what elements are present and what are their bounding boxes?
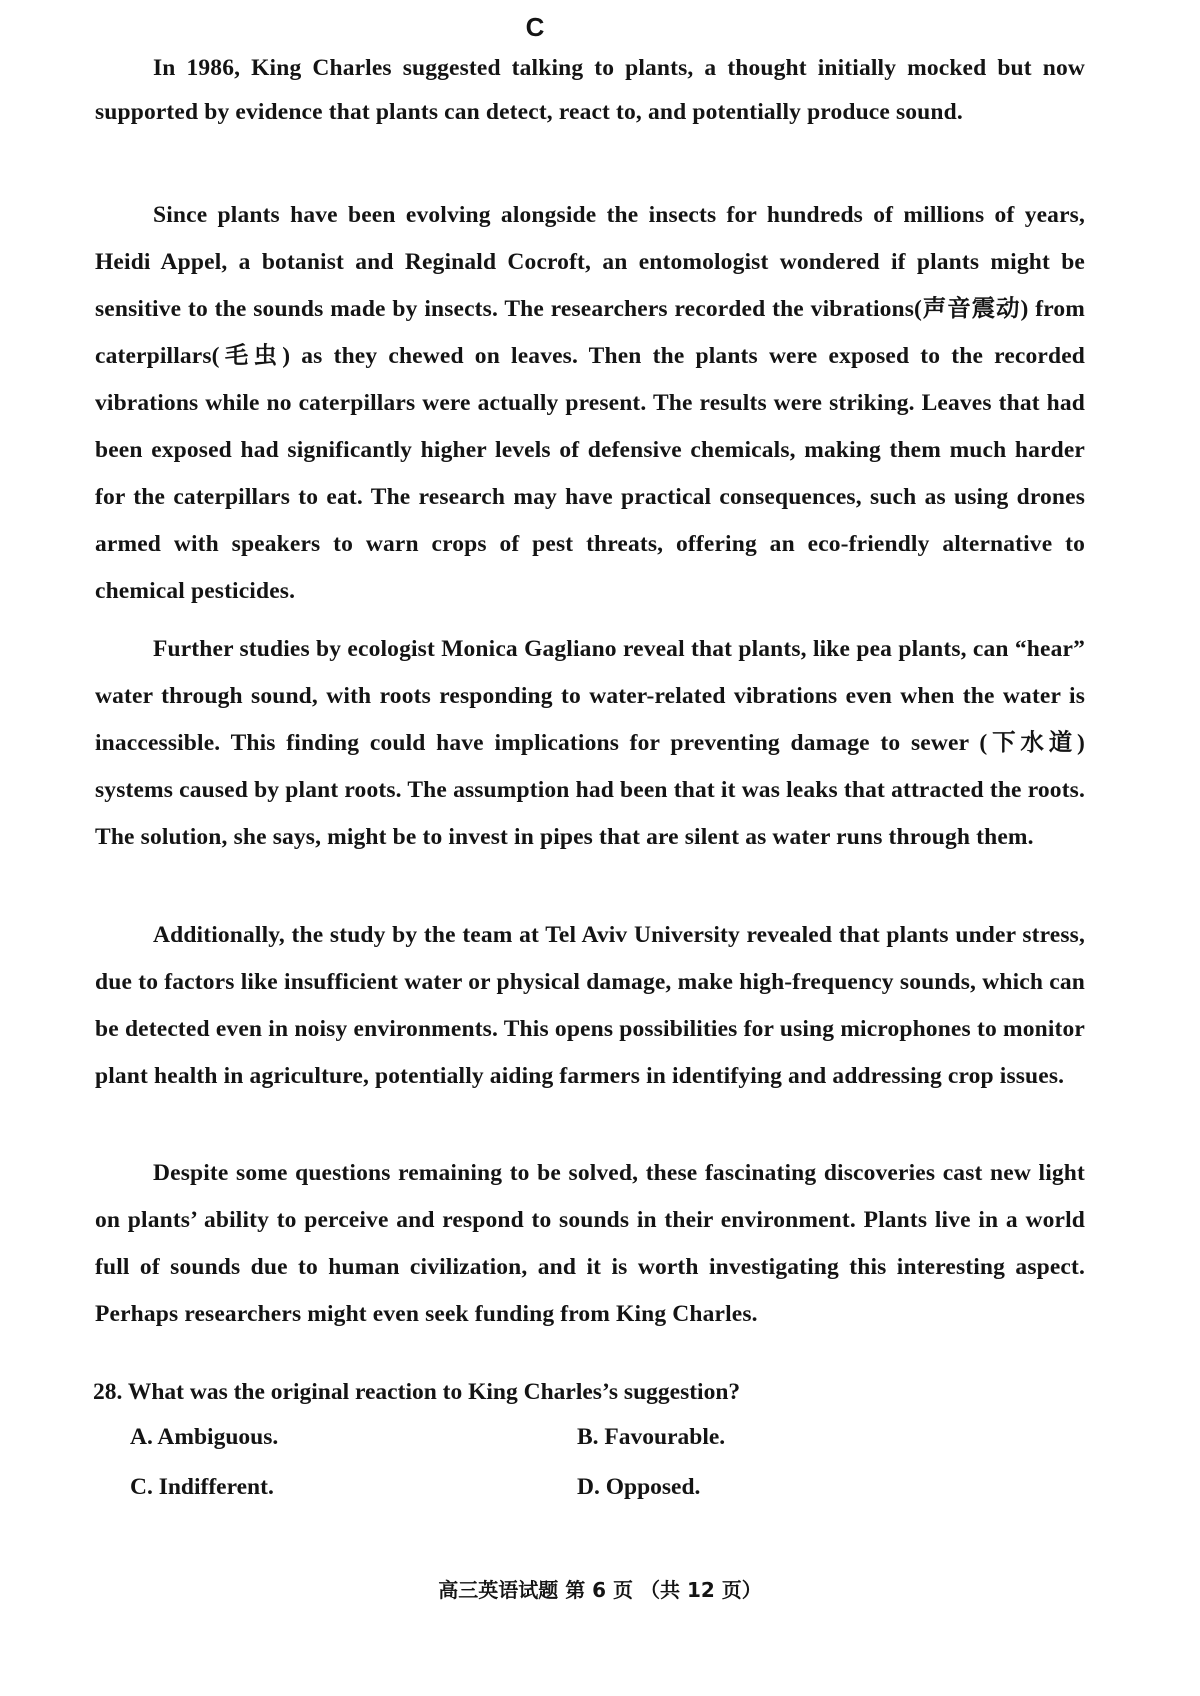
passage-paragraph-1: In 1986, King Charles suggested talking to plants, a thought initially mocked but now supported by evidence that plants can detect, react to, and potentially produce sound.	[95, 55, 1085, 125]
option-d: D. Opposed.	[577, 1474, 701, 1500]
option-b: B. Favourable.	[577, 1424, 726, 1450]
passage-paragraph-4: Additionally, the study by the team at Tel Aviv University revealed that plants under stress, due to factors like insufficient water or physical damage, make high-frequency sounds, which can be detected even in noisy environments. This opens possibilities for using microphones to monitor plant health in agriculture, potentially aiding farmers in identifying and addressing crop issues.	[95, 922, 1085, 1089]
passage-paragraph-2: Since plants have been evolving alongside the insects for hundreds of millions of years, Heidi Appel, a botanist and Reginald Cocroft, an entomologist wondered if plants might be sensitive to the sounds made by insects. The researchers recorded the vibrations(声音震动) from caterpillars(毛虫) as they chewed on leaves. Then the plants were exposed to the recorded vibrations while no caterpillars were actually present. The results were striking. Leaves that had been exposed had significantly higher levels of defensive chemicals, making them much harder for the caterpillars to eat. The research may have practical consequences, such as using drones armed with speakers to warn crops of pest threats, offering an eco-friendly alternative to chemical pesticides.	[95, 202, 1085, 604]
passage-paragraph-3: Further studies by ecologist Monica Gagliano reveal that plants, like pea plants, can “hear” water through sound, with roots responding to water-related vibrations even when the water is inaccessible. This finding could have implications for preventing damage to sewer (下水道) systems caused by plant roots. The assumption had been that it was leaks that attracted the roots. The solution, she says, might be to invest in pipes that are silent as water runs through them.	[95, 636, 1085, 850]
question-28-stem: 28. What was the original reaction to King Charles’s suggestion?	[93, 1379, 741, 1405]
page-footer: 高三英语试题 第 6 页 （共 12 页）	[438, 1578, 762, 1602]
option-a: A. Ambiguous.	[130, 1424, 279, 1450]
option-c: C. Indifferent.	[130, 1474, 274, 1500]
section-heading: C	[525, 12, 545, 42]
passage-paragraph-5: Despite some questions remaining to be solved, these fascinating discoveries cast new light on plants’ ability to perceive and respond to sounds in their environment. Plants live in a world full of sounds due to human civilization, and it is worth investigating this interesting aspect. Perhaps researchers might even seek funding from King Charles.	[95, 1160, 1085, 1327]
